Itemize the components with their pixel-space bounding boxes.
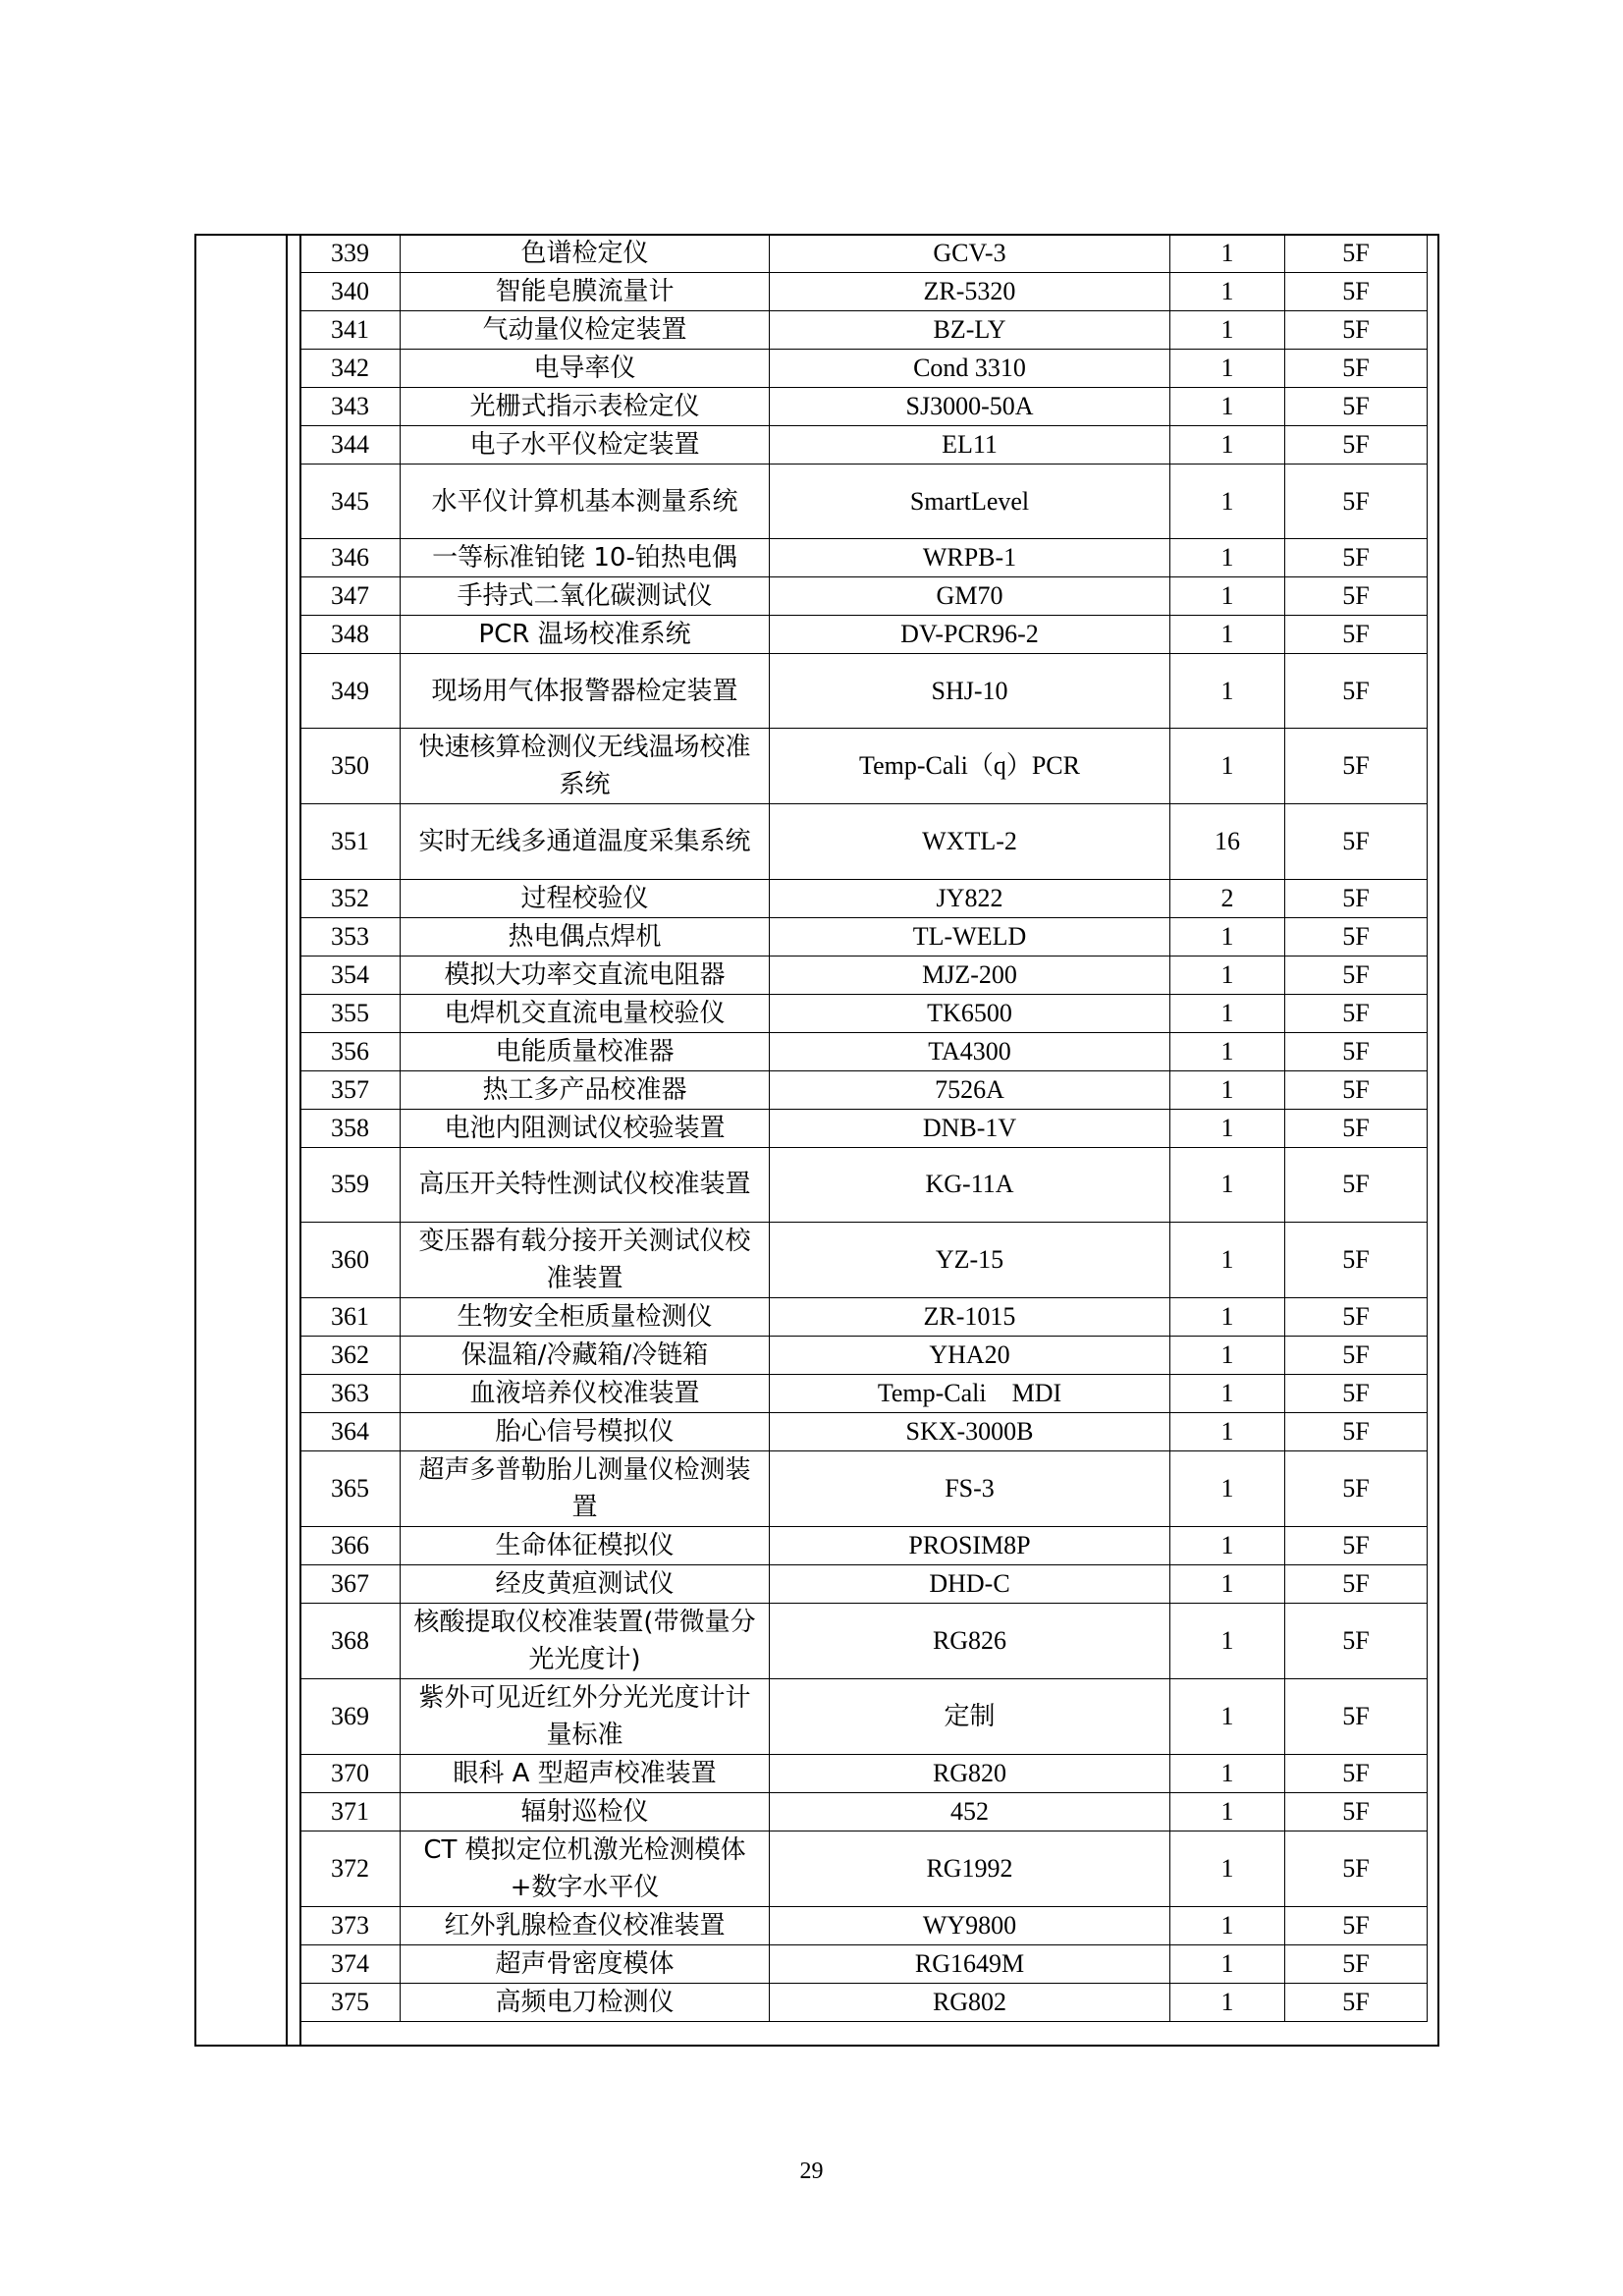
equipment-name-cell: 热工多产品校准器 bbox=[401, 1070, 770, 1109]
equipment-name-cell: 智能皂膜流量计 bbox=[401, 273, 770, 311]
quantity-cell: 1 bbox=[1170, 729, 1285, 804]
row-number-cell: 352 bbox=[300, 879, 401, 917]
quantity-cell: 1 bbox=[1170, 1678, 1285, 1754]
table-row bbox=[300, 235, 1428, 273]
location-cell: 5F bbox=[1285, 879, 1428, 917]
table-row bbox=[300, 1032, 1428, 1070]
quantity-cell: 1 bbox=[1170, 994, 1285, 1032]
table-row bbox=[300, 956, 1428, 994]
table-row bbox=[300, 1297, 1428, 1336]
model-cell: Cond 3310 bbox=[770, 350, 1170, 388]
quantity-cell: 1 bbox=[1170, 917, 1285, 956]
quantity-cell: 1 bbox=[1170, 350, 1285, 388]
location-cell: 5F bbox=[1285, 1983, 1428, 2021]
row-number-cell: 368 bbox=[300, 1603, 401, 1678]
row-number-cell: 366 bbox=[300, 1526, 401, 1564]
model-cell: EL11 bbox=[770, 426, 1170, 465]
model-cell: WXTL-2 bbox=[770, 804, 1170, 879]
table-row bbox=[300, 1983, 1428, 2021]
quantity-cell: 1 bbox=[1170, 465, 1285, 539]
equipment-name-cell: 高压开关特性测试仪校准装置 bbox=[401, 1147, 770, 1222]
model-cell: 452 bbox=[770, 1792, 1170, 1831]
quantity-cell: 1 bbox=[1170, 1222, 1285, 1297]
quantity-cell: 1 bbox=[1170, 1109, 1285, 1147]
page-number: 29 bbox=[799, 2159, 824, 2184]
equipment-name-cell: 血液培养仪校准装置 bbox=[401, 1374, 770, 1412]
table-row bbox=[300, 1906, 1428, 1944]
location-cell: 5F bbox=[1285, 1678, 1428, 1754]
model-cell: RG826 bbox=[770, 1603, 1170, 1678]
quantity-cell: 1 bbox=[1170, 1944, 1285, 1983]
table-row bbox=[300, 1222, 1428, 1297]
equipment-name-cell: 辐射巡检仪 bbox=[401, 1792, 770, 1831]
table-row bbox=[300, 1336, 1428, 1374]
table-row bbox=[300, 1070, 1428, 1109]
location-cell: 5F bbox=[1285, 1754, 1428, 1792]
location-cell: 5F bbox=[1285, 1792, 1428, 1831]
table-row bbox=[300, 879, 1428, 917]
row-number-cell: 346 bbox=[300, 539, 401, 577]
location-cell: 5F bbox=[1285, 1564, 1428, 1603]
row-number-cell: 363 bbox=[300, 1374, 401, 1412]
row-number-cell: 345 bbox=[300, 465, 401, 539]
quantity-cell: 1 bbox=[1170, 1754, 1285, 1792]
model-cell: 7526A bbox=[770, 1070, 1170, 1109]
location-cell: 5F bbox=[1285, 1147, 1428, 1222]
location-cell: 5F bbox=[1285, 350, 1428, 388]
equipment-name-cell: 核酸提取仪校准装置(带微量分光光度计) bbox=[401, 1603, 770, 1678]
location-cell: 5F bbox=[1285, 956, 1428, 994]
row-number-cell: 364 bbox=[300, 1412, 401, 1450]
model-cell: MJZ-200 bbox=[770, 956, 1170, 994]
quantity-cell: 1 bbox=[1170, 1374, 1285, 1412]
table-row bbox=[300, 917, 1428, 956]
row-number-cell: 374 bbox=[300, 1944, 401, 1983]
table-row bbox=[300, 388, 1428, 426]
table-row bbox=[300, 804, 1428, 879]
table-row bbox=[300, 1526, 1428, 1564]
row-number-cell: 355 bbox=[300, 994, 401, 1032]
equipment-name-cell: 高频电刀检测仪 bbox=[401, 1983, 770, 2021]
quantity-cell: 1 bbox=[1170, 311, 1285, 350]
location-cell: 5F bbox=[1285, 994, 1428, 1032]
location-cell: 5F bbox=[1285, 426, 1428, 465]
table-row bbox=[300, 1754, 1428, 1792]
row-number-cell: 369 bbox=[300, 1678, 401, 1754]
model-cell: DV-PCR96-2 bbox=[770, 616, 1170, 654]
quantity-cell: 1 bbox=[1170, 273, 1285, 311]
equipment-name-cell: 手持式二氧化碳测试仪 bbox=[401, 577, 770, 616]
table-row bbox=[300, 616, 1428, 654]
model-cell: RG1649M bbox=[770, 1944, 1170, 1983]
quantity-cell: 1 bbox=[1170, 426, 1285, 465]
table-row bbox=[300, 1109, 1428, 1147]
model-cell: PROSIM8P bbox=[770, 1526, 1170, 1564]
model-cell: RG802 bbox=[770, 1983, 1170, 2021]
location-cell: 5F bbox=[1285, 1944, 1428, 1983]
equipment-name-cell: 电焊机交直流电量校验仪 bbox=[401, 994, 770, 1032]
location-cell: 5F bbox=[1285, 465, 1428, 539]
table-row bbox=[300, 994, 1428, 1032]
equipment-name-cell: 紫外可见近红外分光光度计计量标准 bbox=[401, 1678, 770, 1754]
table-row bbox=[300, 1831, 1428, 1906]
row-number-cell: 340 bbox=[300, 273, 401, 311]
location-cell: 5F bbox=[1285, 917, 1428, 956]
equipment-name-cell: 一等标准铂铑 10-铂热电偶 bbox=[401, 539, 770, 577]
equipment-name-cell: 模拟大功率交直流电阻器 bbox=[401, 956, 770, 994]
model-cell: 定制 bbox=[770, 1678, 1170, 1754]
location-cell: 5F bbox=[1285, 1070, 1428, 1109]
row-number-cell: 360 bbox=[300, 1222, 401, 1297]
row-number-cell: 354 bbox=[300, 956, 401, 994]
location-cell: 5F bbox=[1285, 1222, 1428, 1297]
equipment-name-cell: 过程校验仪 bbox=[401, 879, 770, 917]
table-row bbox=[300, 1147, 1428, 1222]
model-cell: DNB-1V bbox=[770, 1109, 1170, 1147]
quantity-cell: 1 bbox=[1170, 654, 1285, 729]
equipment-name-cell: 电子水平仪检定装置 bbox=[401, 426, 770, 465]
location-cell: 5F bbox=[1285, 577, 1428, 616]
quantity-cell: 1 bbox=[1170, 1336, 1285, 1374]
equipment-name-cell: 水平仪计算机基本测量系统 bbox=[401, 465, 770, 539]
equipment-name-cell: 电导率仪 bbox=[401, 350, 770, 388]
equipment-name-cell: 电池内阻测试仪校验装置 bbox=[401, 1109, 770, 1147]
location-cell: 5F bbox=[1285, 616, 1428, 654]
table-row bbox=[300, 311, 1428, 350]
row-number-cell: 344 bbox=[300, 426, 401, 465]
equipment-table bbox=[299, 234, 1428, 2022]
quantity-cell: 1 bbox=[1170, 1564, 1285, 1603]
equipment-name-cell: 红外乳腺检查仪校准装置 bbox=[401, 1906, 770, 1944]
quantity-cell: 1 bbox=[1170, 1906, 1285, 1944]
model-cell: ZR-5320 bbox=[770, 273, 1170, 311]
model-cell: WY9800 bbox=[770, 1906, 1170, 1944]
model-cell: Temp-Cali（q）PCR bbox=[770, 729, 1170, 804]
row-number-cell: 367 bbox=[300, 1564, 401, 1603]
model-cell: RG820 bbox=[770, 1754, 1170, 1792]
row-number-cell: 339 bbox=[300, 235, 401, 273]
equipment-name-cell: 现场用气体报警器检定装置 bbox=[401, 654, 770, 729]
model-cell: TK6500 bbox=[770, 994, 1170, 1032]
location-cell: 5F bbox=[1285, 729, 1428, 804]
table-row bbox=[300, 273, 1428, 311]
row-number-cell: 343 bbox=[300, 388, 401, 426]
location-cell: 5F bbox=[1285, 1450, 1428, 1526]
model-cell: GCV-3 bbox=[770, 235, 1170, 273]
row-number-cell: 375 bbox=[300, 1983, 401, 2021]
model-cell: SmartLevel bbox=[770, 465, 1170, 539]
quantity-cell: 1 bbox=[1170, 539, 1285, 577]
equipment-name-cell: 胎心信号模拟仪 bbox=[401, 1412, 770, 1450]
equipment-name-cell: 超声骨密度模体 bbox=[401, 1944, 770, 1983]
table-row bbox=[300, 1412, 1428, 1450]
equipment-name-cell: 热电偶点焊机 bbox=[401, 917, 770, 956]
quantity-cell: 1 bbox=[1170, 1526, 1285, 1564]
table-row bbox=[300, 1450, 1428, 1526]
location-cell: 5F bbox=[1285, 1831, 1428, 1906]
location-cell: 5F bbox=[1285, 1906, 1428, 1944]
table-row bbox=[300, 426, 1428, 465]
equipment-name-cell: 快速核算检测仪无线温场校准系统 bbox=[401, 729, 770, 804]
model-cell: GM70 bbox=[770, 577, 1170, 616]
model-cell: SHJ-10 bbox=[770, 654, 1170, 729]
table-row bbox=[300, 1564, 1428, 1603]
quantity-cell: 1 bbox=[1170, 577, 1285, 616]
location-cell: 5F bbox=[1285, 273, 1428, 311]
equipment-name-cell: 变压器有载分接开关测试仪校准装置 bbox=[401, 1222, 770, 1297]
location-cell: 5F bbox=[1285, 804, 1428, 879]
model-cell: TA4300 bbox=[770, 1032, 1170, 1070]
row-number-cell: 373 bbox=[300, 1906, 401, 1944]
model-cell: DHD-C bbox=[770, 1564, 1170, 1603]
quantity-cell: 1 bbox=[1170, 1831, 1285, 1906]
table-row bbox=[300, 654, 1428, 729]
quantity-cell: 1 bbox=[1170, 1983, 1285, 2021]
equipment-name-cell: 眼科 A 型超声校准装置 bbox=[401, 1754, 770, 1792]
row-number-cell: 353 bbox=[300, 917, 401, 956]
equipment-name-cell: 色谱检定仪 bbox=[401, 235, 770, 273]
table-row bbox=[300, 1792, 1428, 1831]
row-number-cell: 341 bbox=[300, 311, 401, 350]
row-number-cell: 357 bbox=[300, 1070, 401, 1109]
location-cell: 5F bbox=[1285, 1412, 1428, 1450]
model-cell: JY822 bbox=[770, 879, 1170, 917]
row-number-cell: 348 bbox=[300, 616, 401, 654]
location-cell: 5F bbox=[1285, 1603, 1428, 1678]
equipment-name-cell: 经皮黄疸测试仪 bbox=[401, 1564, 770, 1603]
model-cell: YHA20 bbox=[770, 1336, 1170, 1374]
quantity-cell: 1 bbox=[1170, 1603, 1285, 1678]
equipment-name-cell: 实时无线多通道温度采集系统 bbox=[401, 804, 770, 879]
equipment-name-cell: 电能质量校准器 bbox=[401, 1032, 770, 1070]
location-cell: 5F bbox=[1285, 1336, 1428, 1374]
quantity-cell: 1 bbox=[1170, 1792, 1285, 1831]
equipment-name-cell: 生命体征模拟仪 bbox=[401, 1526, 770, 1564]
location-cell: 5F bbox=[1285, 235, 1428, 273]
location-cell: 5F bbox=[1285, 654, 1428, 729]
row-number-cell: 365 bbox=[300, 1450, 401, 1526]
equipment-name-cell: 气动量仪检定装置 bbox=[401, 311, 770, 350]
table-row bbox=[300, 350, 1428, 388]
equipment-name-cell: 保温箱/冷藏箱/冷链箱 bbox=[401, 1336, 770, 1374]
quantity-cell: 1 bbox=[1170, 956, 1285, 994]
quantity-cell: 1 bbox=[1170, 1412, 1285, 1450]
model-cell: TL-WELD bbox=[770, 917, 1170, 956]
location-cell: 5F bbox=[1285, 1374, 1428, 1412]
quantity-cell: 1 bbox=[1170, 1070, 1285, 1109]
row-number-cell: 372 bbox=[300, 1831, 401, 1906]
table-row bbox=[300, 1678, 1428, 1754]
model-cell: Temp-Cali MDI bbox=[770, 1374, 1170, 1412]
table-row bbox=[300, 1944, 1428, 1983]
table-row bbox=[300, 1603, 1428, 1678]
model-cell: RG1992 bbox=[770, 1831, 1170, 1906]
row-number-cell: 350 bbox=[300, 729, 401, 804]
location-cell: 5F bbox=[1285, 311, 1428, 350]
quantity-cell: 1 bbox=[1170, 1147, 1285, 1222]
quantity-cell: 1 bbox=[1170, 1032, 1285, 1070]
location-cell: 5F bbox=[1285, 1526, 1428, 1564]
equipment-name-cell: CT 模拟定位机激光检测模体+数字水平仪 bbox=[401, 1831, 770, 1906]
category-column-divider bbox=[286, 234, 288, 2047]
row-number-cell: 370 bbox=[300, 1754, 401, 1792]
equipment-name-cell: 光栅式指示表检定仪 bbox=[401, 388, 770, 426]
quantity-cell: 2 bbox=[1170, 879, 1285, 917]
location-cell: 5F bbox=[1285, 388, 1428, 426]
equipment-table-body bbox=[300, 235, 1428, 2022]
table-row bbox=[300, 577, 1428, 616]
model-cell: YZ-15 bbox=[770, 1222, 1170, 1297]
equipment-name-cell: PCR 温场校准系统 bbox=[401, 616, 770, 654]
model-cell: FS-3 bbox=[770, 1450, 1170, 1526]
model-cell: KG-11A bbox=[770, 1147, 1170, 1222]
row-number-cell: 361 bbox=[300, 1297, 401, 1336]
location-cell: 5F bbox=[1285, 1297, 1428, 1336]
row-number-cell: 358 bbox=[300, 1109, 401, 1147]
model-cell: BZ-LY bbox=[770, 311, 1170, 350]
quantity-cell: 1 bbox=[1170, 235, 1285, 273]
location-cell: 5F bbox=[1285, 1109, 1428, 1147]
quantity-cell: 1 bbox=[1170, 616, 1285, 654]
model-cell: ZR-1015 bbox=[770, 1297, 1170, 1336]
location-cell: 5F bbox=[1285, 1032, 1428, 1070]
row-number-cell: 359 bbox=[300, 1147, 401, 1222]
quantity-cell: 1 bbox=[1170, 1450, 1285, 1526]
row-number-cell: 349 bbox=[300, 654, 401, 729]
quantity-cell: 1 bbox=[1170, 388, 1285, 426]
equipment-name-cell: 生物安全柜质量检测仪 bbox=[401, 1297, 770, 1336]
row-number-cell: 371 bbox=[300, 1792, 401, 1831]
model-cell: WRPB-1 bbox=[770, 539, 1170, 577]
location-cell: 5F bbox=[1285, 539, 1428, 577]
quantity-cell: 1 bbox=[1170, 1297, 1285, 1336]
row-number-cell: 347 bbox=[300, 577, 401, 616]
row-number-cell: 342 bbox=[300, 350, 401, 388]
quantity-cell: 16 bbox=[1170, 804, 1285, 879]
table-row bbox=[300, 1374, 1428, 1412]
table-row bbox=[300, 729, 1428, 804]
table-row bbox=[300, 539, 1428, 577]
row-number-cell: 351 bbox=[300, 804, 401, 879]
model-cell: SKX-3000B bbox=[770, 1412, 1170, 1450]
row-number-cell: 362 bbox=[300, 1336, 401, 1374]
equipment-name-cell: 超声多普勒胎儿测量仪检测装置 bbox=[401, 1450, 770, 1526]
table-row bbox=[300, 465, 1428, 539]
row-number-cell: 356 bbox=[300, 1032, 401, 1070]
model-cell: SJ3000-50A bbox=[770, 388, 1170, 426]
